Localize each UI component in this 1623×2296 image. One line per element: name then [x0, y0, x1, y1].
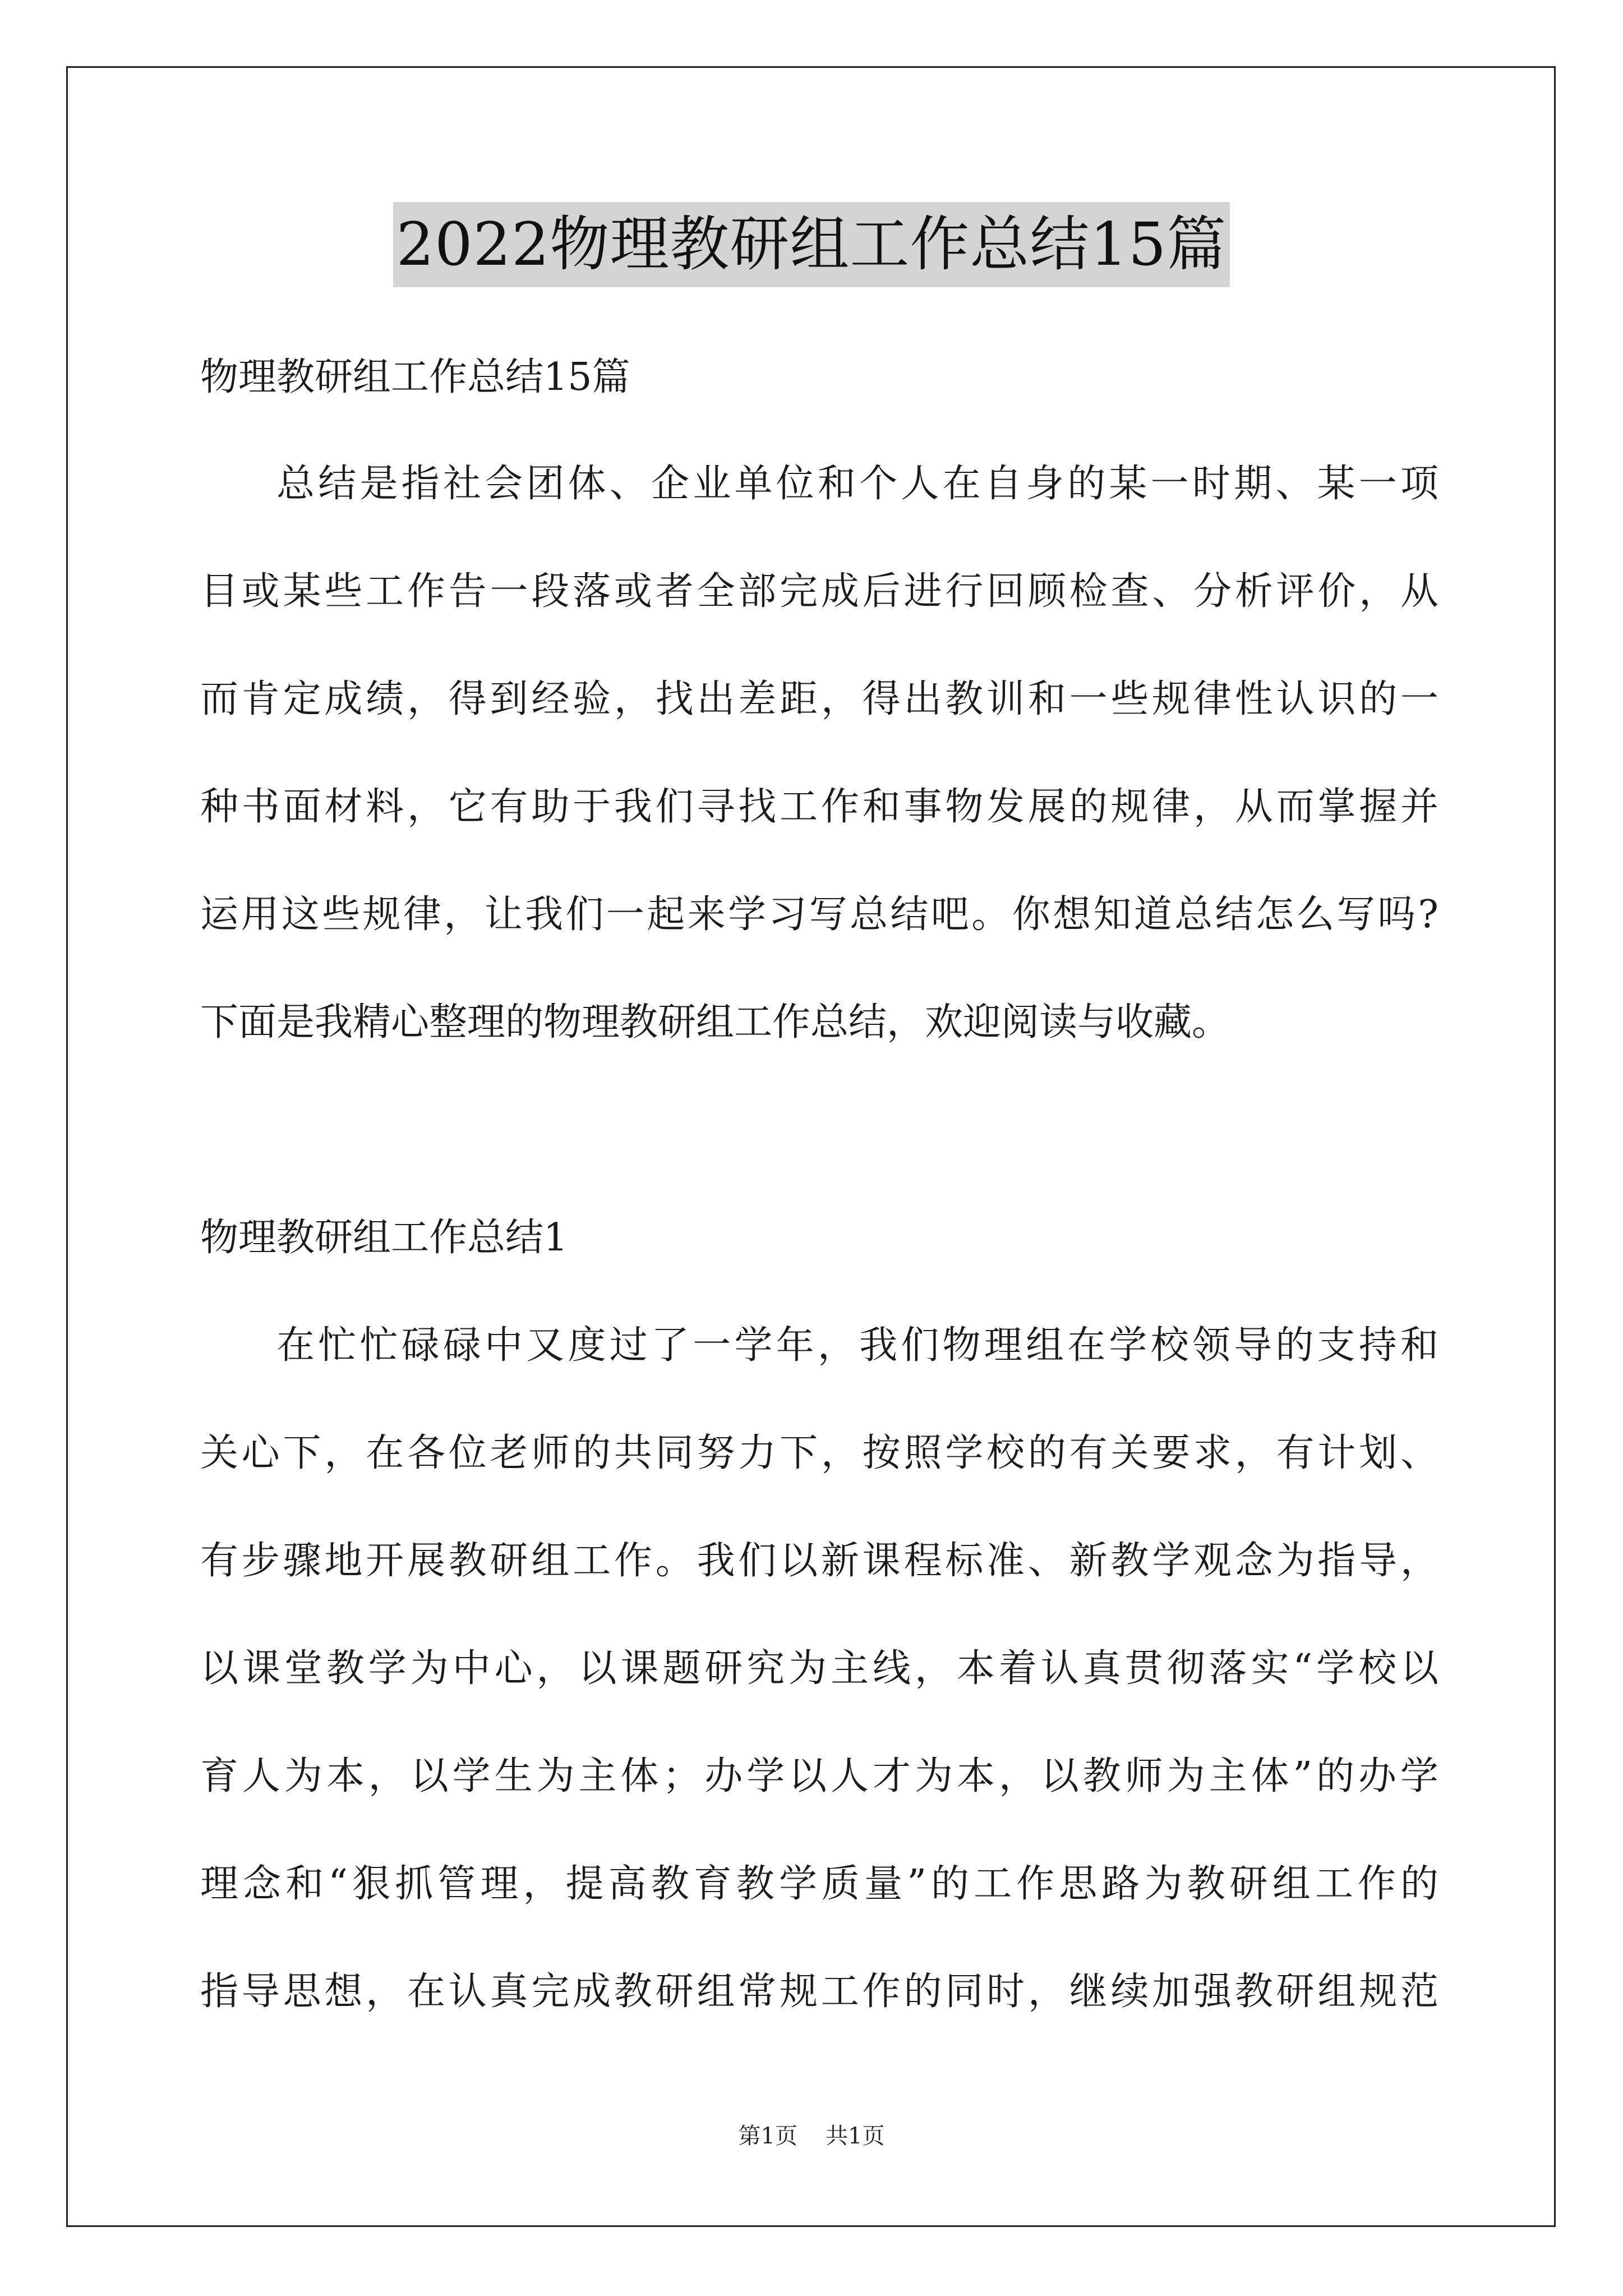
section-line: 在忙忙碌碌中又度过了一学年，我们物理组在学校领导的支持和: [276, 1323, 1438, 1368]
section-heading: 物理教研组工作总结1: [200, 1216, 568, 1260]
section-line: 以课堂教学为中心，以课题研究为主线，本着认真贯彻落实“学校以: [200, 1646, 1438, 1691]
intro-line: 而肯定成绩，得到经验，找出差距，得出教训和一些规律性认识的一: [200, 677, 1438, 721]
section-line: 理念和“狠抓管理，提高教育教学质量”的工作思路为教研组工作的: [200, 1862, 1438, 1906]
intro-line: 总结是指社会团体、企业单位和个人在自身的某一时期、某一项: [276, 462, 1438, 506]
section-line: 指导思想，在认真完成教研组常规工作的同时，继续加强教研组规范: [200, 1970, 1438, 2014]
document-title: 2022物理教研组工作总结15篇: [393, 202, 1230, 287]
intro-line: 下面是我精心整理的物理教研组工作总结，欢迎阅读与收藏。: [200, 1000, 1230, 1045]
section-line: 育人为本，以学生为主体；办学以人才为本，以教师为主体”的办学: [200, 1754, 1438, 1798]
title-block: [0, 202, 1623, 287]
section-line: 有步骤地开展教研组工作。我们以新课程标准、新教学观念为指导，: [200, 1539, 1438, 1583]
page-number: 第1页: [738, 2123, 797, 2149]
intro-heading: 物理教研组工作总结15篇: [200, 355, 630, 399]
intro-line: 种书面材料，它有助于我们寻找工作和事物发展的规律，从而掌握并: [200, 785, 1438, 829]
page-footer: [0, 2120, 1623, 2152]
intro-line: 运用这些规律，让我们一起来学习写总结吧。你想知道总结怎么写吗?: [200, 892, 1438, 937]
section-line: 关心下，在各位老师的共同努力下，按照学校的有关要求，有计划、: [200, 1431, 1438, 1475]
page-total: 共1页: [826, 2123, 885, 2149]
intro-line: 目或某些工作告一段落或者全部完成后进行回顾检查、分析评价，从: [200, 569, 1438, 614]
